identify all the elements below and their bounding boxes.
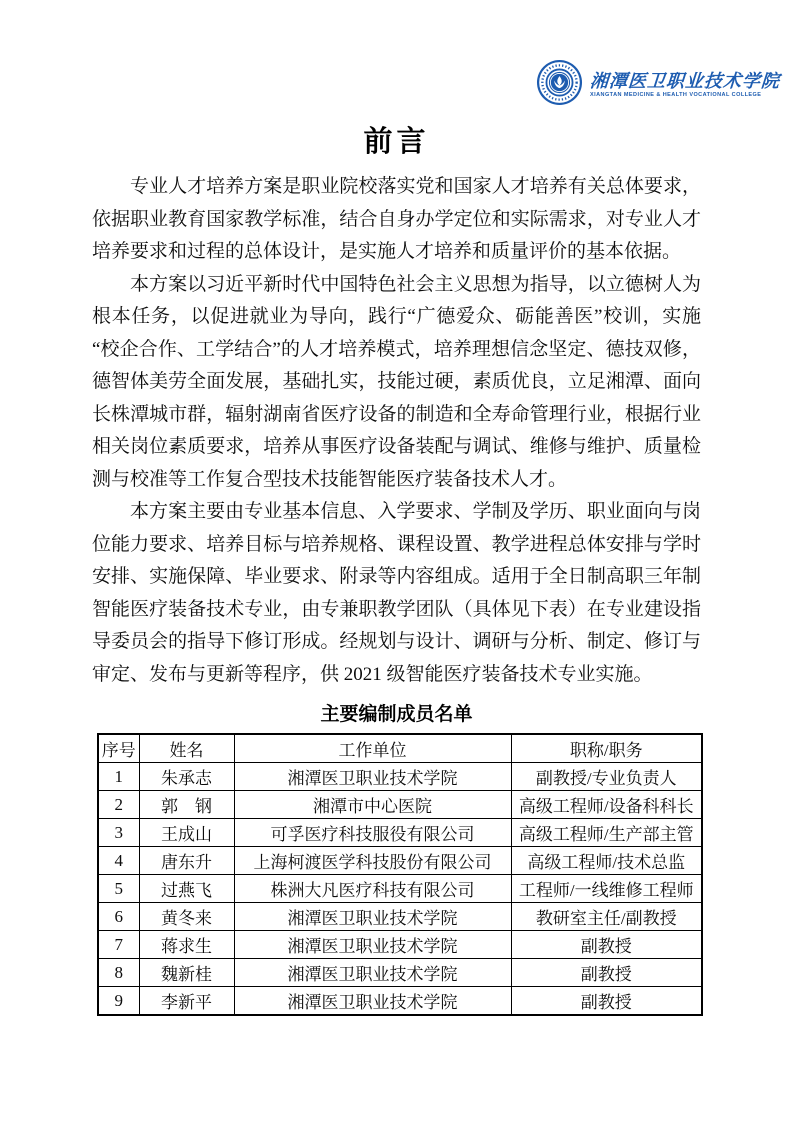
- table-cell: 蒋求生: [139, 931, 234, 959]
- table-cell: 湘潭医卫职业技术学院: [234, 903, 511, 931]
- table-row: [98, 875, 702, 903]
- table-cell: 教研室主任/副教授: [511, 903, 702, 931]
- page-title: 前言: [363, 126, 430, 158]
- table-cell: 魏新桂: [139, 959, 234, 987]
- table-cell: 高级工程师/设备科科长: [511, 791, 702, 819]
- table-header-cell: 序号: [98, 734, 139, 763]
- table-row: [98, 903, 702, 931]
- paragraph-guiding-ideology: 本方案以习近平新时代中国特色社会主义思想为指导，以立德树人为根本任务，以促进就业为导向，践行“广德爱众、砺能善医”校训，实施“校企合作、工学结合”的人才培养模式，培养理想信念坚定、德技双修，德智体美劳全面发展，基础扎实，技能过硬，素质优良，立足湘潭、面向长株潭城市群，辐射湖南省医疗设备的制造和全寿命管理行业，根据行业相关岗位素质要求，培养从事医疗设备装配与调试、维修与维护、质量检测与校准等工作复合型技术技能智能医疗装备技术人才。: [92, 273, 701, 490]
- table-header-cell: 工作单位: [234, 734, 511, 763]
- college-logo: [536, 59, 780, 111]
- table-row: [98, 987, 702, 1016]
- table-cell: 3: [98, 819, 139, 847]
- table-cell: 湘潭医卫职业技术学院: [234, 959, 511, 987]
- table-caption: 主要编制成员名单: [320, 704, 473, 725]
- table-cell: 副教授/专业负责人: [511, 763, 702, 791]
- college-name-en: XIANGTAN MEDICINE & HEALTH VOCATIONAL COLLEGE: [590, 92, 762, 98]
- table-row: [98, 763, 702, 791]
- table-cell: 湘潭医卫职业技术学院: [234, 931, 511, 959]
- table-cell: 1: [98, 763, 139, 791]
- table-cell: 株洲大凡医疗科技有限公司: [234, 875, 511, 903]
- table-row: [98, 931, 702, 959]
- college-seal-icon: [536, 59, 583, 111]
- table-cell: 湘潭医卫职业技术学院: [234, 987, 511, 1016]
- table-cell: 副教授: [511, 959, 702, 987]
- paragraph-overview: 专业人才培养方案是职业院校落实党和国家人才培养有关总体要求，依据职业教育国家教学标准，结合自身办学定位和实际需求，对专业人才培养要求和过程的总体设计，是实施人才培养和质量评价的基本依据。: [92, 176, 701, 262]
- table-cell: 湘潭市中心医院: [234, 791, 511, 819]
- table-cell: 高级工程师/技术总监: [511, 847, 702, 875]
- table-cell: 4: [98, 847, 139, 875]
- paragraph-composition: 本方案主要由专业基本信息、入学要求、学制及学历、职业面向与岗位能力要求、培养目标与培养规格、课程设置、教学进程总体安排与学时安排、实施保障、毕业要求、附录等内容组成。适用于全日制高职三年制智能医疗装备技术专业，由专兼职教学团队（具体见下表）在专业建设指导委员会的指导下修订形成。经规划与设计、调研与分析、制定、修订与审定、发布与更新等程序，供 2021 级智能医疗装备技术专业实施。: [92, 501, 701, 685]
- table-cell: 5: [98, 875, 139, 903]
- members-table-body: [98, 763, 702, 1016]
- table-cell: 上海柯渡医学科技股份有限公司: [234, 847, 511, 875]
- table-cell: 可孚医疗科技服役有限公司: [234, 819, 511, 847]
- table-header-row: [98, 734, 702, 763]
- table-cell: 2: [98, 791, 139, 819]
- table-cell: 唐东升: [139, 847, 234, 875]
- table-cell: 7: [98, 931, 139, 959]
- table-cell: 6: [98, 903, 139, 931]
- table-cell: 黄冬来: [139, 903, 234, 931]
- table-cell: 过燕飞: [139, 875, 234, 903]
- page-content: [0, 125, 793, 1016]
- table-header-cell: 职称/职务: [511, 734, 702, 763]
- table-cell: 湘潭医卫职业技术学院: [234, 763, 511, 791]
- table-row: [98, 791, 702, 819]
- table-row: [98, 847, 702, 875]
- table-cell: 9: [98, 987, 139, 1016]
- table-row: [98, 819, 702, 847]
- table-cell: 8: [98, 959, 139, 987]
- college-name: [590, 71, 780, 99]
- members-table: [97, 733, 703, 1016]
- table-cell: 王成山: [139, 819, 234, 847]
- table-cell: 朱承志: [139, 763, 234, 791]
- table-row: [98, 959, 702, 987]
- table-cell: 副教授: [511, 987, 702, 1016]
- college-name-zh: 湘潭医卫职业技术学院: [589, 71, 781, 91]
- table-cell: 副教授: [511, 931, 702, 959]
- table-header-cell: 姓名: [139, 734, 234, 763]
- table-cell: 高级工程师/生产部主管: [511, 819, 702, 847]
- table-cell: 郭 钢: [139, 791, 234, 819]
- table-cell: 李新平: [139, 987, 234, 1016]
- table-cell: 工程师/一线维修工程师: [511, 875, 702, 903]
